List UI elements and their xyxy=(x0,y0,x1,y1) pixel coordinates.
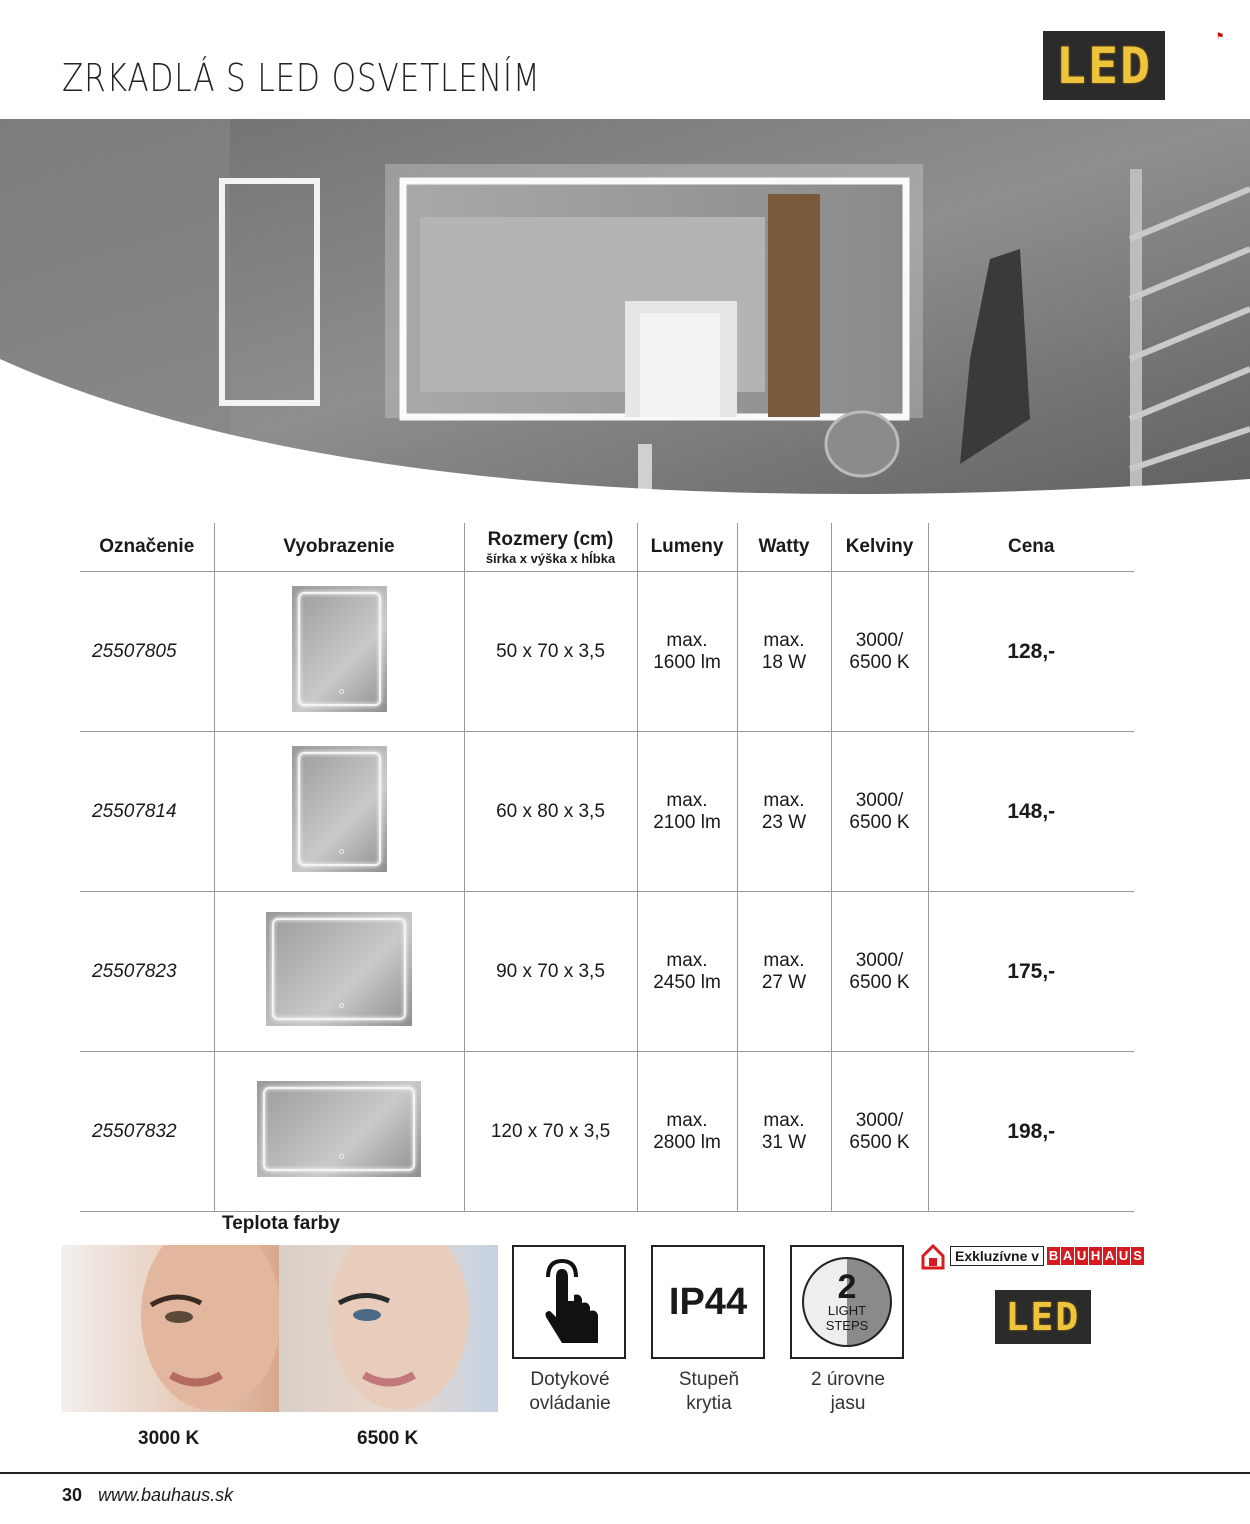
product-kelvin xyxy=(831,892,928,1052)
warm-temperature-label: 3000 K xyxy=(138,1428,200,1449)
product-price: 128,- xyxy=(928,572,1134,732)
touch-control-badge xyxy=(512,1245,626,1359)
bauhaus-logo xyxy=(1047,1247,1145,1265)
page-number: 30 xyxy=(62,1485,83,1505)
footer-divider xyxy=(0,1472,1250,1474)
warm-face-image xyxy=(61,1245,279,1412)
mirror-image xyxy=(257,1081,421,1177)
watts-prefix: max. xyxy=(763,949,805,971)
lumens-value: 2450 lm xyxy=(653,971,721,993)
product-watts xyxy=(737,572,831,732)
touch-control-label xyxy=(500,1368,640,1416)
mirror-image xyxy=(292,746,387,872)
flag-icon: ⚑ xyxy=(1216,31,1225,41)
bauhaus-letter: S xyxy=(1131,1247,1144,1265)
exclusive-bauhaus-badge xyxy=(920,1242,1145,1270)
product-lumens xyxy=(637,1052,737,1212)
header-image: Vyobrazenie xyxy=(214,523,464,572)
watts-prefix: max. xyxy=(763,1109,805,1131)
product-watts xyxy=(737,732,831,892)
steps-label-line-2: jasu xyxy=(830,1393,866,1414)
ip44-text: IP44 xyxy=(668,1280,748,1323)
led-logo-text: LED xyxy=(1055,36,1153,95)
lumens-prefix: max. xyxy=(666,949,708,971)
product-image-cell xyxy=(214,1052,464,1212)
header-price: Cena xyxy=(928,523,1134,572)
lumens-value: 1600 lm xyxy=(653,651,721,673)
watts-prefix: max. xyxy=(763,629,805,651)
light-steps-badge xyxy=(790,1245,904,1359)
product-code: 25507805 xyxy=(80,572,214,732)
kelvin-line-1: 3000/ xyxy=(855,789,904,811)
led-logo xyxy=(1043,31,1165,100)
exclusive-text: Exkluzívne v xyxy=(950,1246,1044,1266)
product-image-cell xyxy=(214,572,464,732)
lumens-prefix: max. xyxy=(666,1109,708,1131)
led-logo-small-text: LED xyxy=(1005,1295,1081,1339)
product-kelvin xyxy=(831,572,928,732)
table-row xyxy=(80,572,1134,732)
light-steps-line-2: STEPS xyxy=(825,1318,869,1333)
product-image-cell xyxy=(214,732,464,892)
watts-value: 31 W xyxy=(761,1131,807,1153)
kelvin-line-2: 6500 K xyxy=(849,651,910,673)
ip-label-line-2: krytia xyxy=(686,1393,732,1414)
product-lumens xyxy=(637,572,737,732)
bauhaus-house-icon xyxy=(920,1242,946,1270)
table-row xyxy=(80,1052,1134,1212)
light-steps-line-1: LIGHT xyxy=(827,1303,867,1318)
ip-label-line-1: Stupeň xyxy=(678,1369,740,1390)
product-code: 25507832 xyxy=(80,1052,214,1212)
bauhaus-letter: H xyxy=(1090,1248,1101,1263)
cold-temperature-label: 6500 K xyxy=(357,1428,419,1449)
bauhaus-letter: U xyxy=(1076,1248,1087,1263)
product-price: 148,- xyxy=(928,732,1134,892)
hero-bathroom-image xyxy=(0,119,1250,515)
watts-value: 23 W xyxy=(761,811,807,833)
bauhaus-letter: U xyxy=(1118,1248,1129,1263)
product-price: 198,- xyxy=(928,1052,1134,1212)
table-header-row xyxy=(80,523,1134,572)
light-steps-icon xyxy=(802,1257,892,1347)
led-logo-small xyxy=(995,1290,1091,1344)
light-steps-number: 2 xyxy=(837,1268,857,1306)
bauhaus-letter: A xyxy=(1104,1248,1115,1263)
brightness-levels-label xyxy=(778,1368,918,1416)
lumens-value: 2100 lm xyxy=(653,811,721,833)
footer-url-link[interactable]: www.bauhaus.sk xyxy=(98,1485,234,1505)
kelvin-line-1: 3000/ xyxy=(855,949,904,971)
bauhaus-letter: B xyxy=(1048,1248,1059,1263)
cold-face-image xyxy=(279,1245,498,1412)
header-dimensions-label: Rozmery (cm) xyxy=(487,528,614,550)
mirror-image xyxy=(292,586,387,712)
product-dimensions: 50 x 70 x 3,5 xyxy=(464,572,637,732)
product-dimensions: 120 x 70 x 3,5 xyxy=(464,1052,637,1212)
product-price: 175,- xyxy=(928,892,1134,1052)
lumens-value: 2800 lm xyxy=(653,1131,721,1153)
product-code: 25507823 xyxy=(80,892,214,1052)
product-dimensions: 90 x 70 x 3,5 xyxy=(464,892,637,1052)
product-kelvin xyxy=(831,732,928,892)
touch-label-line-1: Dotykové xyxy=(530,1369,610,1390)
ip-protection-label xyxy=(639,1368,779,1416)
watts-prefix: max. xyxy=(763,789,805,811)
lumens-prefix: max. xyxy=(666,629,708,651)
bauhaus-letter: A xyxy=(1062,1248,1073,1263)
page-title: ZRKADLÁ S LED OSVETLENÍM xyxy=(62,56,541,100)
ip44-badge xyxy=(651,1245,765,1359)
color-temperature-label: Teplota farby xyxy=(222,1213,340,1234)
kelvin-line-2: 6500 K xyxy=(849,971,910,993)
touch-label-line-2: ovládanie xyxy=(529,1393,611,1414)
watts-value: 27 W xyxy=(761,971,807,993)
product-image-cell xyxy=(214,892,464,1052)
header-watts: Watty xyxy=(737,523,831,572)
table-row xyxy=(80,732,1134,892)
header-dimensions-sub: šírka x výška x hĺbka xyxy=(485,550,616,566)
kelvin-line-1: 3000/ xyxy=(855,1109,904,1131)
touch-hand-icon xyxy=(534,1259,604,1345)
spec-table xyxy=(80,523,1134,1212)
mirror-image xyxy=(266,912,412,1026)
kelvin-line-2: 6500 K xyxy=(849,1131,910,1153)
product-lumens xyxy=(637,732,737,892)
table-row xyxy=(80,892,1134,1052)
watts-value: 18 W xyxy=(761,651,807,673)
product-watts xyxy=(737,1052,831,1212)
header-lumens: Lumeny xyxy=(637,523,737,572)
product-code: 25507814 xyxy=(80,732,214,892)
lumens-prefix: max. xyxy=(666,789,708,811)
product-watts xyxy=(737,892,831,1052)
product-lumens xyxy=(637,892,737,1052)
steps-label-line-1: 2 úrovne xyxy=(811,1369,885,1390)
kelvin-line-2: 6500 K xyxy=(849,811,910,833)
header-code: Označenie xyxy=(80,523,214,572)
header-kelvin: Kelviny xyxy=(831,523,928,572)
product-kelvin xyxy=(831,1052,928,1212)
header-dimensions xyxy=(464,523,637,572)
product-dimensions: 60 x 80 x 3,5 xyxy=(464,732,637,892)
kelvin-line-1: 3000/ xyxy=(855,629,904,651)
